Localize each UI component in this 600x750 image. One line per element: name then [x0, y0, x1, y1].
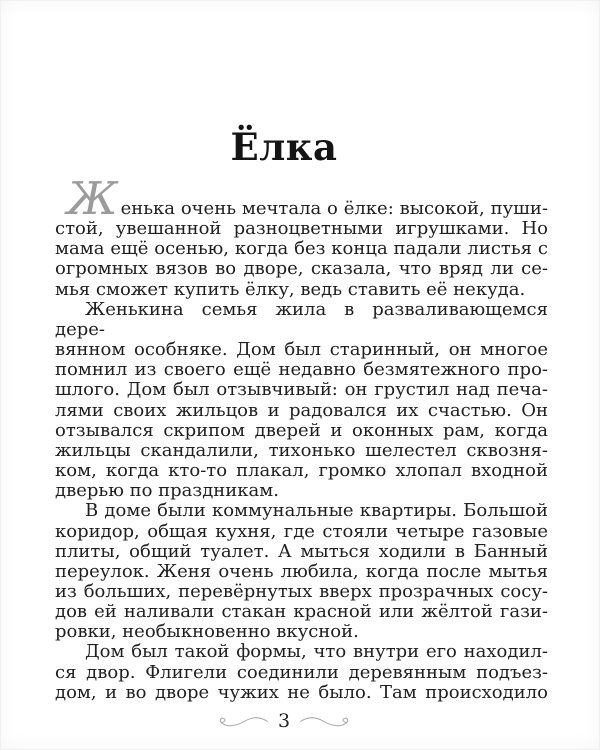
text-line: шлого. Дом был отзывчивый: он грустил над печа-: [55, 379, 548, 401]
text-line: ровки, необыкновенно вкусной.: [55, 621, 359, 643]
text-line: Дом был такой формы, что внутри его находил-: [85, 641, 548, 663]
text-line: из больших, перевёрнутых вверх прозрачных сосу-: [55, 580, 548, 602]
drop-cap: Ж: [67, 172, 118, 225]
text-line: дверью по праздникам.: [55, 480, 279, 502]
text-line: Женька очень мечтала о ёлке: высокой, пуши-: [55, 199, 548, 219]
body-text: [55, 172, 548, 703]
flourish-right-icon: [299, 715, 351, 729]
text-line: мама ещё осенью, когда без конца падали листья с: [55, 238, 548, 260]
text-line: переулок. Женя очень любила, когда после мытья: [55, 560, 548, 582]
text-line: помнил из своего ещё недавно безмятежного про-: [55, 359, 548, 381]
text-line: ся двор. Флигели соединили деревянным подъез-: [55, 661, 548, 683]
text-line: стой, увешанной разноцветными игрушками. Но: [55, 218, 548, 240]
page-number: 3: [277, 709, 291, 732]
page-footer: [0, 707, 568, 737]
paragraph: [55, 172, 548, 300]
text-line: плиты, общий туалет. А мыться ходили в Банный: [55, 540, 548, 562]
paragraph: [55, 300, 548, 502]
text-line: мья сможет купить ёлку, ведь ставить её некуда.: [55, 278, 526, 300]
paragraph: [55, 642, 548, 702]
text-line: лями своих жильцов и радовался их счастью. Он: [55, 399, 548, 421]
text-line: отзывался скрипом дверей и оконных рам, когда: [55, 419, 548, 441]
text-line: дов ей наливали стакан красной или жёлтой гази-: [55, 601, 548, 623]
text-line: коридор, общая кухня, где стояли четыре газовые: [55, 520, 548, 542]
text-line: ком, когда кто-то плакал, громко хлопал входной: [55, 460, 548, 482]
text-line: дом, и во дворе чужих не было. Там происходило: [55, 681, 548, 703]
chapter-title: Ёлка: [230, 125, 338, 169]
text-line: огромных вязов во дворе, сказала, что вряд ли се-: [55, 258, 548, 280]
text-line: жильцы скандалили, тихонько шелестел сквозня-: [55, 439, 548, 461]
paragraph: [55, 501, 548, 642]
text-line: вянном особняке. Дом был старинный, он многое: [55, 339, 548, 361]
text-line: Женькина семья жила в разваливающемся дере-: [55, 298, 548, 340]
text-line: В доме были коммунальные квартиры. Большой: [85, 500, 548, 522]
flourish-left-icon: [217, 715, 269, 729]
